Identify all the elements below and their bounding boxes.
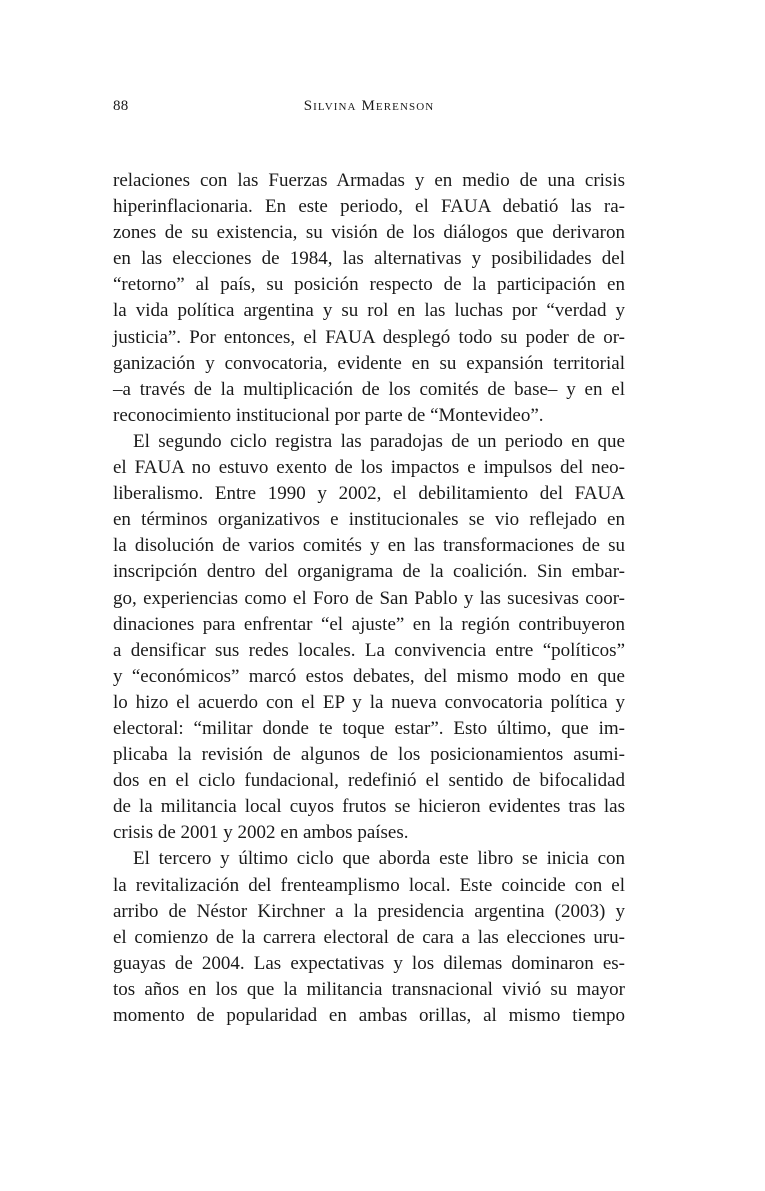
paragraph	[113, 168, 625, 429]
text-line: liberalismo. Entre 1990 y 2002, el debilitamiento del FAUA	[113, 483, 625, 505]
text-line: crisis de 2001 y 2002 en ambos países.	[113, 822, 409, 844]
text-line: arribo de Néstor Kirchner a la presidencia argentina (2003) y	[113, 900, 625, 922]
text-line: El tercero y último ciclo que aborda este libro se inicia con	[133, 848, 625, 870]
text-line: guayas de 2004. Las expectativas y los dilemas dominaron es-	[113, 952, 625, 974]
text-line: ganización y convocatoria, evidente en su expansión territorial	[113, 352, 625, 374]
text-line: a densificar sus redes locales. La convivencia entre “políticos”	[113, 639, 625, 661]
running-title: Silvina Merenson	[303, 98, 435, 114]
text-line: y “económicos” marcó estos debates, del mismo modo en que	[113, 665, 625, 687]
paragraph	[113, 429, 625, 847]
text-line: justicia”. Por entonces, el FAUA desplegó todo su poder de or-	[113, 326, 625, 348]
text-line: la disolución de varios comités y en las transformaciones de su	[113, 535, 625, 557]
text-line: El segundo ciclo registra las paradojas de un periodo en que	[133, 430, 625, 452]
text-line: dos en el ciclo fundacional, redefinió el sentido de bifocalidad	[113, 770, 625, 792]
text-line: reconocimiento institucional por parte de “Montevideo”.	[113, 404, 544, 426]
text-line: zones de su existencia, su visión de los diálogos que derivaron	[113, 222, 625, 244]
text-line: go, experiencias como el Foro de San Pablo y las sucesivas coor-	[113, 587, 625, 609]
text-line: la vida política argentina y su rol en las luchas por “verdad y	[113, 300, 625, 322]
running-header	[113, 98, 625, 122]
text-line: –a través de la multiplicación de los comités de base– y en el	[113, 378, 625, 400]
text-line: en las elecciones de 1984, las alternativas y posibilidades del	[113, 248, 625, 270]
paragraph	[113, 846, 625, 1029]
text-line: lo hizo el acuerdo con el EP y la nueva convocatoria política y	[113, 691, 625, 713]
body-text	[113, 168, 625, 1029]
text-line: relaciones con las Fuerzas Armadas y en medio de una crisis	[113, 170, 625, 191]
text-line: inscripción dentro del organigrama de la coalición. Sin embar-	[113, 561, 625, 583]
text-line: electoral: “militar donde te toque estar”. Esto último, que im-	[113, 717, 625, 739]
page-number: 88	[113, 98, 129, 114]
text-line: hiperinflacionaria. En este periodo, el FAUA debatió las ra-	[113, 196, 625, 218]
text-line: tos años en los que la militancia transnacional vivió su mayor	[113, 978, 625, 1000]
text-line: dinaciones para enfrentar “el ajuste” en la región contribuyeron	[113, 613, 625, 635]
text-line: de la militancia local cuyos frutos se hicieron evidentes tras las	[113, 796, 625, 818]
text-line: la revitalización del frenteamplismo local. Este coincide con el	[113, 874, 625, 896]
text-line: el FAUA no estuvo exento de los impactos e impulsos del neo-	[113, 457, 625, 479]
text-line: “retorno” al país, su posición respecto de la participación en	[113, 274, 625, 296]
text-line: plicaba la revisión de algunos de los posicionamientos asumi-	[113, 744, 625, 766]
text-line: momento de popularidad en ambas orillas, al mismo tiempo	[113, 1005, 625, 1026]
text-line: en términos organizativos e institucionales se vio reflejado en	[113, 509, 625, 531]
text-line: el comienzo de la carrera electoral de cara a las elecciones uru-	[113, 926, 625, 948]
